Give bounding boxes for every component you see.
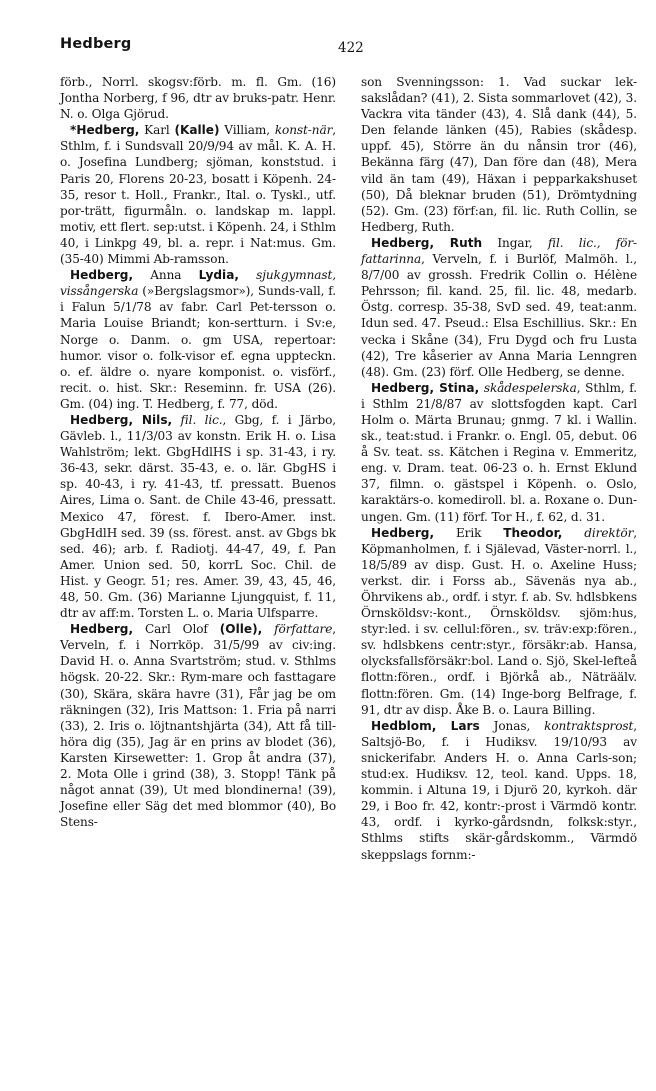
entry-occupation: konst-när: [274, 123, 333, 138]
biography-entry: [60, 412, 336, 621]
biography-entry: [60, 621, 336, 830]
left-column: [60, 74, 336, 830]
entry-occupation: direktör: [584, 525, 634, 540]
entry-headword: Hedberg,: [371, 525, 435, 540]
entry-given-names-secondary: [562, 526, 584, 540]
entry-headword-secondary: Lydia,: [198, 268, 239, 283]
entry-occupation: författare: [274, 622, 333, 637]
entry-given-names: Erik: [434, 525, 504, 540]
entry-body: , Sthlm, f. i Sundsvall 20/9/94 av mål. K. A. H. o. Josefina Lundberg; sjöman, konststud. i Paris 20, Florens 20-23, bosatt i Köpenh. 24-35, resor t. Holl., Frankr., Ital. o. Tyskl., utf. por-trätt, figurmåln. o. landskap m. lappl. motiv, ett flert. sep:utst. i Köpenh. 24, i Sthlm 40, i Linkpg 49, bl. a. repr. i Nat:mus. Gm. (35-40) Mimmi Ab-ramsson.: [60, 123, 336, 267]
entry-headword: Hedberg,: [70, 622, 134, 637]
entry-body: son Svenningsson: 1. Vad suckar lek-sakslådan? (41), 2. Sista sommarlovet (42), 3. Vackra vita tänder (43), 4. Slå dank (44), 5. Den felande länken (45), Rabies (skådesp. uppf. 45), Större än du nånsin tror (46), Bekänna färg (47), Dan före dan (48), Mera vild än tam (49), Häxan i pepparkakshuset (50), Då bleknar bruden (51), Drömtydning (52). Gm. (23) förf:an, fil. lic. Ruth Collin, se Hedberg, Ruth.: [361, 75, 637, 234]
entry-occupation: fil. lic., för-fattarinna: [361, 235, 637, 267]
entry-headword: *Hedberg,: [70, 123, 140, 138]
entry-given-names-secondary: [239, 268, 256, 282]
entry-body: , Saltsjö-Bo, f. i Hudiksv. 19/10/93 av snickerifabr. Anders H. o. Anna Carls-son; stud:ex. Hudiksv. 12, teol. kand. Upps. 18, kommin. i Altuna 19, i Djurö 20, kyrkoh. där 29, i Boo fr. 42, kontr:-prost i Värmdö kontr. 43, ordf. i kyrko-gårdsndn, folksk:styr., Sthlms stifts skär-gårdskomm., Värmdö skeppslags fornm:-: [361, 718, 637, 862]
entry-body: , Gbg, f. i Järbo, Gävleb. l., 11/3/03 av konstn. Erik H. o. Lisa Wahlström; lekt. GbgHdlHS i sp. 31-43, i ry. 36-43, sekr. därst. 35-43, e. o. lär. GbgHS i sp. 40-43, i ry. 41-43, tf. pressatt. Buenos Aires, Lima o. Sant. de Chile 43-46, pressatt. Mexico 47, förest. f. Ibero-Amer. inst. GbgHdlH sed. 39 (ss. förest. anst. av Gbgs bk sed. 46); arb. f. Radiotj. 44-47, 49, f. Pan Amer. Union sed. 50, korrL Soc. Chil. de Hist. y Geogr. 51; res. Amer. 39, 43, 45, 46, 48, 50. Gm. (36) Marianne Ljungquist, f. 11, dtr av aff:m. Torsten L. o. Maria Ulfsparre.: [60, 412, 337, 621]
entry-occupation: kontraktsprost: [544, 718, 634, 733]
entry-occupation: fil. lic.: [180, 412, 223, 427]
entry-occupation: skådespelerska: [483, 380, 577, 395]
entry-given-names: Anna: [133, 268, 199, 283]
right-column: [361, 74, 637, 863]
biography-entry: [361, 235, 637, 380]
biography-entry: [60, 122, 336, 267]
entry-body: , Verveln, f. i Norrköp. 31/5/99 av civ:ing. David H. o. Anna Svartström; stud. v. Sthlms högsk. 20-22. Skr.: Rym-mare och fasttagare (30), Skära, skära havre (31), Får jag be om räkningen (32), Iris Mattson: 1. Fria på narri (33), 2. Iris o. löjtnantshjärta (34), Att få till-höra dig (35), Jag är en prins av blodet (36), Karsten Kirsewetter: 1. Grop åt andra (37), 2. Mota Olle i grind (38), 3. Stopp! Tänk på något annat (39), Ut med blondinerna! (39), Josefine eller Säg det med blommor (40), Bo Stens-: [60, 622, 336, 830]
entry-headword: Hedberg, Ruth: [371, 235, 483, 250]
entry-body: , Verveln, f. i Burlöf, Malmöh. l., 8/7/00 av grossh. Fredrik Collin o. Hélène Pehrsson; fil. kand. 25, fil. lic. 48, medarb. Östg. corresp. 35-38, SvD sed. 49, teat:anm. Idun sed. 47. Pseud.: Elsa Eschillius. Skr.: En vecka i Skåne (34), Fru Dygd och fru Lusta (42), Tre kåserier av Anna Maria Lenngren (48). Gm. (23) förf. Olle Hedberg, se denne.: [361, 252, 637, 379]
entry-body: förb., Norrl. skogsv:förb. m. fl. Gm. (16) Jontha Norberg, f 96, dtr av bruks-patr. Henr. N. o. Olga Gjörud.: [60, 75, 336, 122]
entry-headword: Hedberg, Nils,: [70, 412, 173, 427]
entry-headword-secondary: Theodor,: [503, 525, 563, 540]
entry-given-names: Ingar,: [482, 235, 548, 250]
entry-given-names-secondary: Villiam,: [219, 123, 275, 138]
entry-given-names-secondary: [262, 622, 274, 636]
biography-entry: [60, 267, 336, 412]
biography-entry: [361, 74, 637, 235]
entry-headword: Hedberg,: [70, 268, 134, 283]
entry-given-names: Jonas,: [479, 718, 545, 733]
entry-headword: Hedblom, Lars: [371, 718, 480, 733]
entry-given-names: Carl Olof: [133, 622, 220, 637]
biography-entry: [361, 380, 637, 525]
entry-occupation: sjukgymnast, vissångerska: [60, 268, 336, 299]
entry-headword-secondary: (Kalle): [174, 123, 220, 138]
biography-entry: [361, 718, 637, 863]
running-head-surname: Hedberg: [60, 36, 132, 52]
entry-given-names: [172, 413, 180, 427]
entry-body: , Sthlm, f. i Sthlm 21/8/87 av slottsfogden kapt. Carl Holm o. Märta Brunau; gnmg. 7 kl. i Wallin. sk., teat:stud. i Frankr. o. Engl. 05, debut. 06 å Sv. teat. ss. Kätchen i Regina v. Emmeritz, eng. v. Dram. teat. 06-23 o. h. Ernst Eklund 37, filmn. o. gästspel i Köpenh. o. Oslo, karaktärs-o. komediroll. bl. a. Roxane o. Dun-ungen. Gm. (11) förf. Tor H., f. 62, d. 31.: [361, 380, 637, 524]
entry-headword: Hedberg, Stina,: [371, 380, 480, 395]
biography-entry: [60, 74, 336, 122]
entry-body: , Köpmanholmen, f. i Själevad, Väster-norrl. l., 18/5/89 av disp. Gust. H. o. Axeline Huss; verkst. dir. i Forss ab., Sävenäs nya ab., Öhrvikens ab., ordf. i styr. f. ab. Sv. hdlsbkens Örnsköldsv:-kont., Örnsköldsv. sjöm:hus, styr:led. i sv. cellul:fören., sv. träv:exp:fören., sv. hdlsbkens centr:styr., försäkr:ab. Hansa, olycksfallsförsäkr:bol. Land o. Sjö, Skel-lefteå flottn:fören., ordf. i Björkå ab., Näträälv. flottn:fören. Gm. (14) Inge-borg Belfrage, f. 91, dtr av disp. Åke B. o. Laura Billing.: [361, 525, 637, 717]
biography-entry: [361, 525, 637, 718]
entry-headword-secondary: (Olle),: [219, 622, 263, 637]
entry-given-names: Karl: [139, 123, 175, 138]
entry-body: (»Bergslagsmor»), Sunds-vall, f. i Falun 5/1/78 av fabr. Carl Pet-tersson o. Maria Louise Briandt; kon-sertturn. i Sv:e, Norge o. Danm. o. gm USA, repertoar: humor. visor o. folk-visor ef. egna uppteckn. o. ef. äldre o. nyare komponist. o. visförf., recit. o. hist. Skr.: Reseminn. fr. USA (26). Gm. (04) ing. T. Hedberg, f. 77, död.: [60, 284, 336, 411]
page-number: 422: [338, 40, 364, 56]
